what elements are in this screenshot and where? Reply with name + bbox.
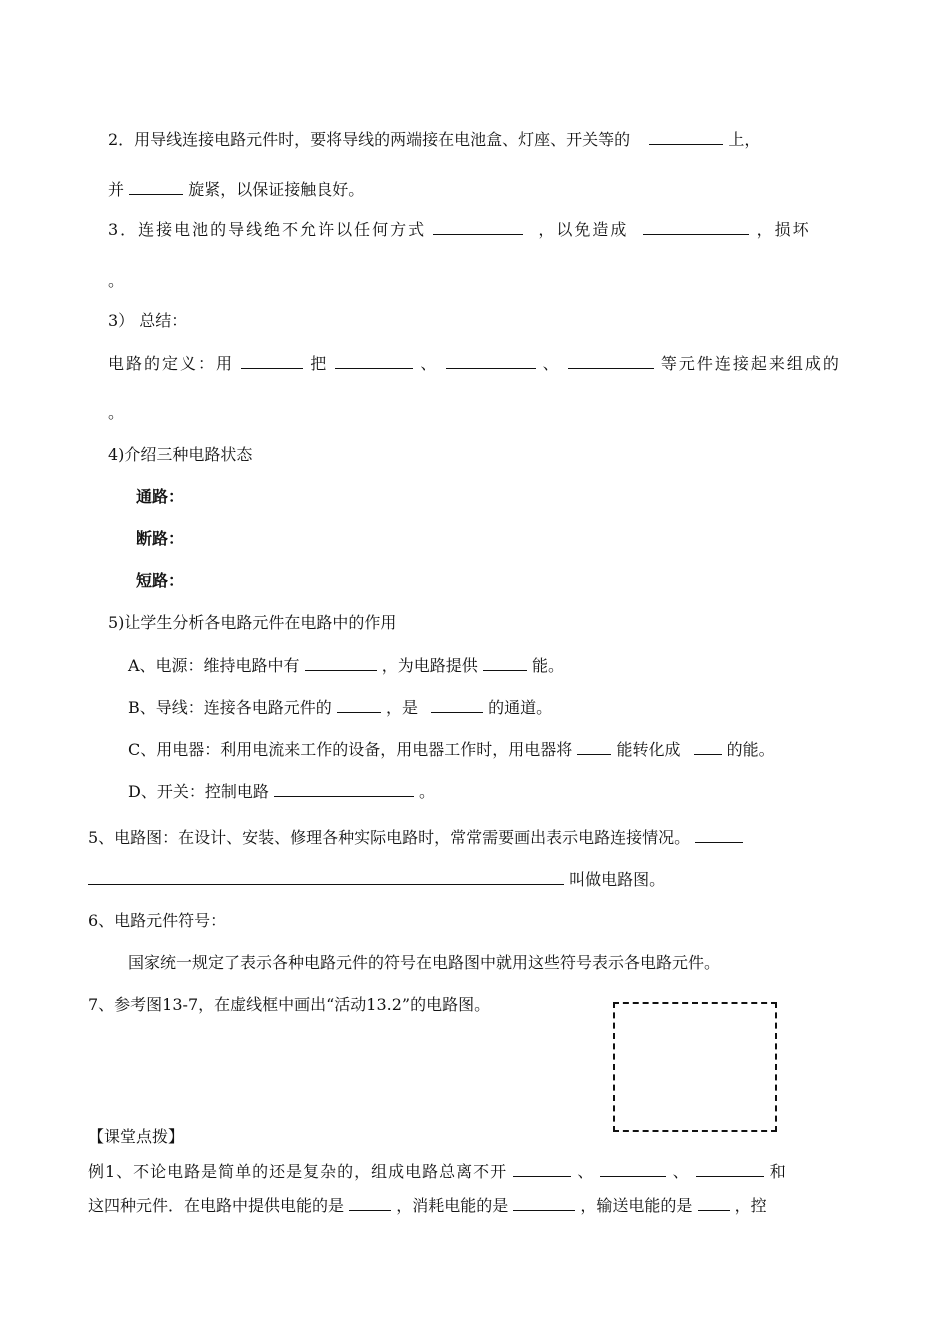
component-b-text: B、导线：连接各电路元件的 bbox=[128, 698, 332, 717]
answer-blank[interactable] bbox=[483, 654, 527, 671]
answer-blank[interactable] bbox=[433, 218, 523, 235]
answer-blank[interactable] bbox=[696, 1160, 764, 1177]
diagram-text-end: 叫做电路图。 bbox=[569, 870, 666, 889]
answer-blank[interactable] bbox=[568, 352, 654, 369]
answer-blank[interactable] bbox=[305, 654, 377, 671]
classroom-heading: 【课堂点拨】 bbox=[88, 1127, 185, 1146]
example1-line1 bbox=[88, 1160, 787, 1183]
answer-blank[interactable] bbox=[241, 352, 303, 369]
diagram-text: 5、电路图：在设计、安装、修理各种实际电路时，常常需要画出表示电路连接情况。 bbox=[88, 828, 691, 847]
example1-text: 例1、不论电路是简单的还是复杂的，组成电路总离不开 bbox=[88, 1162, 508, 1181]
answer-blank[interactable] bbox=[129, 178, 183, 195]
circuit-definition bbox=[108, 352, 841, 375]
answer-blank[interactable] bbox=[88, 868, 564, 885]
item7-text: 7、参考图13-7，在虚线框中画出“活动13.2”的电路图。 bbox=[88, 995, 491, 1014]
component-a bbox=[128, 654, 564, 677]
item2-line1 bbox=[108, 128, 760, 151]
example1-text: ，消耗电能的是 bbox=[396, 1196, 509, 1215]
answer-blank[interactable] bbox=[274, 780, 414, 797]
answer-blank[interactable] bbox=[431, 696, 483, 713]
component-b-text: 的通道。 bbox=[488, 698, 553, 717]
definition-text-b: 把 bbox=[310, 354, 329, 373]
component-c-text: 能转化成 bbox=[616, 740, 681, 759]
answer-blank[interactable] bbox=[694, 738, 722, 755]
answer-blank[interactable] bbox=[600, 1160, 666, 1177]
item3-text-c: ，损坏 bbox=[756, 220, 811, 239]
answer-blank[interactable] bbox=[698, 1194, 730, 1211]
item2-line2 bbox=[108, 178, 364, 201]
answer-blank[interactable] bbox=[513, 1160, 571, 1177]
answer-blank[interactable] bbox=[649, 128, 723, 145]
item2-text-d: 旋紧，以保证接触良好。 bbox=[188, 180, 365, 199]
answer-blank[interactable] bbox=[643, 218, 749, 235]
component-a-text: 能。 bbox=[531, 656, 564, 675]
component-c-text: 的能。 bbox=[726, 740, 775, 759]
components-heading: 5)让学生分析各电路元件在电路中的作用 bbox=[108, 613, 397, 632]
component-c-text: C、用电器：利用电流来工作的设备，用电器工作时，用电器将 bbox=[128, 740, 573, 759]
example1-sep: 、 bbox=[672, 1162, 690, 1181]
state-open: 断路： bbox=[136, 529, 185, 548]
component-d-text: 。 bbox=[419, 782, 436, 801]
definition-end: 。 bbox=[108, 403, 125, 422]
answer-blank[interactable] bbox=[446, 352, 536, 369]
component-b-text: ，是 bbox=[385, 698, 418, 717]
state-closed: 通路： bbox=[136, 487, 185, 506]
summary-heading: 3） 总结： bbox=[108, 311, 188, 330]
component-b bbox=[128, 696, 552, 719]
diagram-line1 bbox=[88, 826, 743, 849]
example1-line2 bbox=[88, 1194, 767, 1217]
definition-text-a: 电路的定义：用 bbox=[108, 354, 235, 373]
component-d bbox=[128, 780, 435, 803]
answer-blank[interactable] bbox=[349, 1194, 391, 1211]
answer-blank[interactable] bbox=[577, 738, 611, 755]
component-c bbox=[128, 738, 775, 761]
example1-sep: 、 bbox=[577, 1162, 595, 1181]
item3-text-a: 3．连接电池的导线绝不允许以任何方式 bbox=[108, 220, 427, 239]
item3-text-b: ，以免造成 bbox=[538, 220, 629, 239]
item2-text-c: 并 bbox=[108, 180, 125, 199]
component-a-text: ，为电路提供 bbox=[381, 656, 478, 675]
answer-blank[interactable] bbox=[337, 696, 381, 713]
state-short: 短路： bbox=[136, 571, 185, 590]
example1-text: ，输送电能的是 bbox=[580, 1196, 693, 1215]
definition-text-c: 等元件连接起来组成的 bbox=[660, 354, 841, 373]
answer-blank[interactable] bbox=[513, 1194, 575, 1211]
item2-text-a: 2．用导线连接电路元件时，要将导线的两端接在电池盒、灯座、开关等的 bbox=[108, 130, 631, 149]
diagram-line2 bbox=[88, 868, 665, 891]
component-d-text: D、开关：控制电路 bbox=[128, 782, 269, 801]
definition-sep: 、 bbox=[542, 354, 561, 373]
symbols-heading: 6、电路元件符号： bbox=[88, 911, 227, 930]
symbols-text: 国家统一规定了表示各种电路元件的符号在电路图中就用这些符号表示各电路元件。 bbox=[128, 953, 721, 972]
item2-text-b: 上， bbox=[728, 130, 761, 149]
item3-line1 bbox=[108, 218, 811, 241]
example1-text: 这四种元件．在电路中提供电能的是 bbox=[88, 1196, 345, 1215]
item3-line2: 。 bbox=[108, 271, 125, 290]
answer-blank[interactable] bbox=[335, 352, 413, 369]
drawing-box[interactable] bbox=[613, 1002, 777, 1132]
answer-blank[interactable] bbox=[695, 826, 743, 843]
example1-text: 和 bbox=[769, 1162, 787, 1181]
definition-sep: 、 bbox=[420, 354, 439, 373]
component-a-text: A、电源：维持电路中有 bbox=[128, 656, 300, 675]
example1-text: ，控 bbox=[734, 1196, 767, 1215]
states-heading: 4)介绍三种电路状态 bbox=[108, 445, 253, 464]
